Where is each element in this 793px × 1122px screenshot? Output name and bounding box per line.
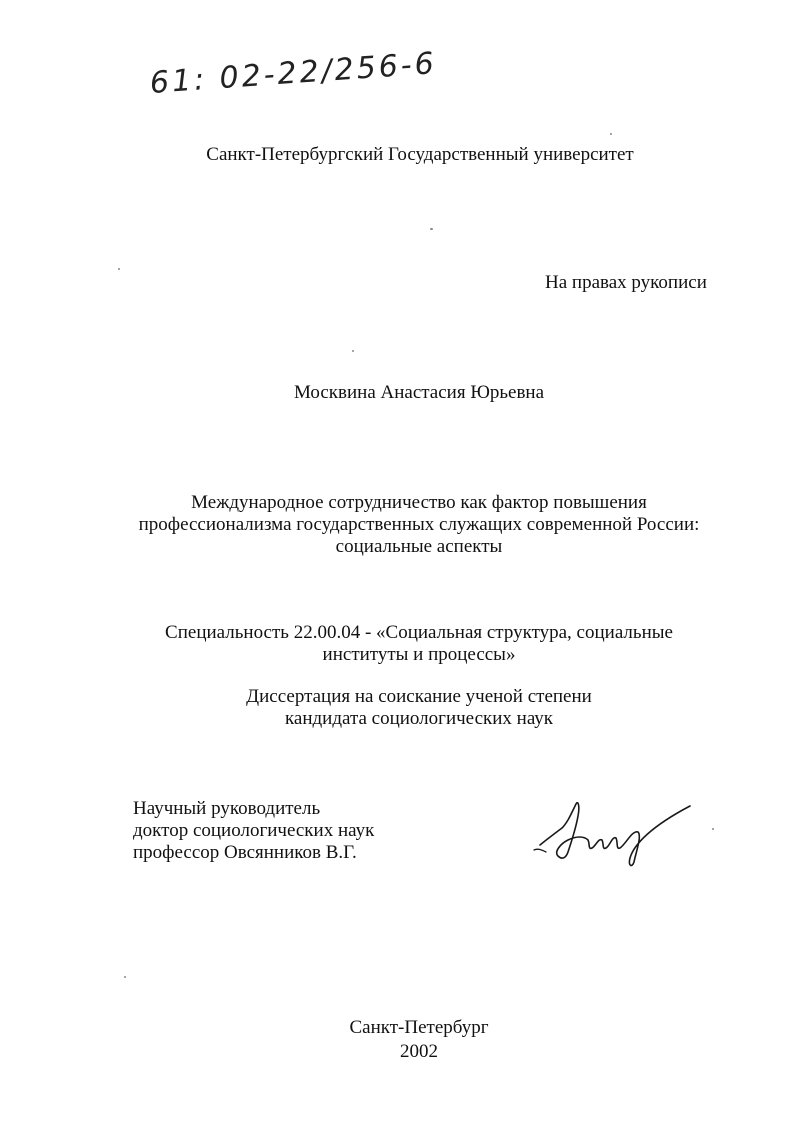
author-name: Москвина Анастасия Юрьевна (293, 382, 545, 403)
title-line: профессионализма государственных служащих современной России: (138, 514, 700, 535)
scan-speck (124, 976, 126, 978)
supervisor-signature (532, 790, 702, 870)
handwritten-catalog-code: 61: 02-22/256-6 (148, 46, 438, 101)
degree-statement (0, 686, 793, 730)
scan-speck (352, 350, 354, 352)
scan-speck (712, 828, 714, 830)
supervisor-line: доктор социологических наук (133, 820, 375, 841)
supervisor-line: Научный руководитель (133, 798, 321, 819)
supervisor-line: профессор Овсянников В.Г. (133, 842, 357, 863)
scan-speck (118, 268, 120, 270)
scan-speck (610, 133, 612, 135)
specialty-statement (0, 622, 793, 666)
scan-speck (430, 228, 433, 230)
title-line: Международное сотрудничество как фактор повышения (191, 492, 647, 513)
specialty-line: Специальность 22.00.04 - «Социальная структура, социальные (165, 622, 673, 643)
specialty-line: институты и процессы» (322, 644, 516, 665)
city-year (0, 1016, 793, 1064)
dissertation-title (0, 492, 793, 558)
degree-line: Диссертация на соискание ученой степени (246, 686, 592, 707)
degree-line: кандидата социологических наук (284, 708, 554, 729)
city-name: Санкт-Петербург (349, 1017, 489, 1038)
university-name: Санкт-Петербургский Государственный университет (206, 144, 634, 165)
title-line: социальные аспекты (335, 536, 503, 557)
year: 2002 (400, 1041, 438, 1062)
scientific-supervisor (133, 798, 374, 864)
manuscript-rights-note: На правах рукописи (545, 272, 707, 293)
